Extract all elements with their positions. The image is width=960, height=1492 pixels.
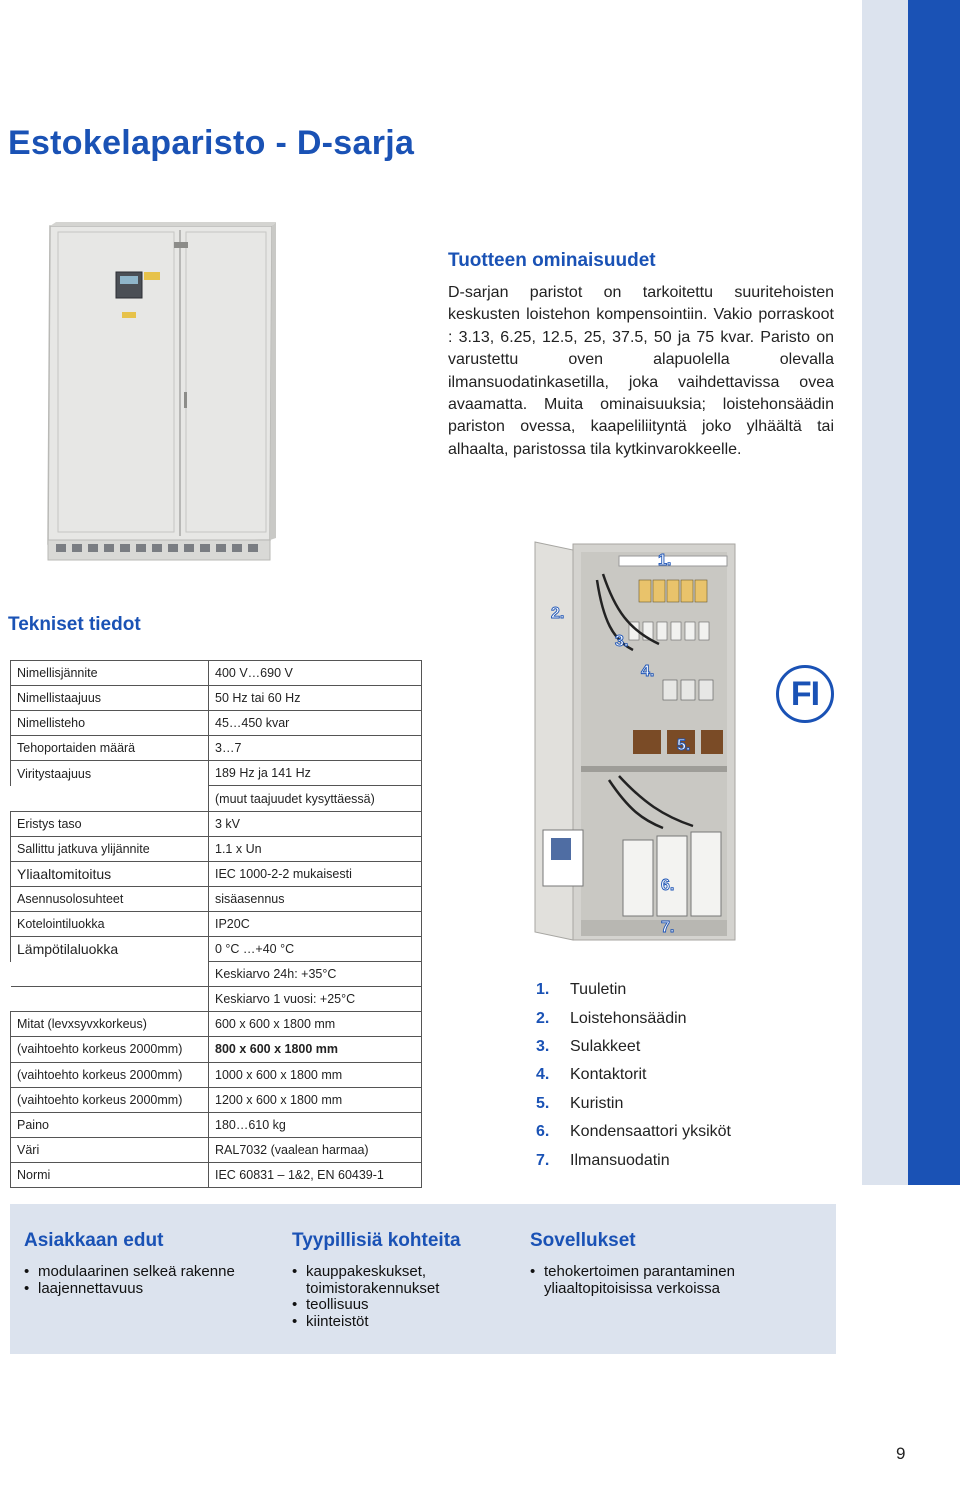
spec-row xyxy=(11,1087,422,1112)
spec-value: IEC 60831 – 1&2, EN 60439-1 xyxy=(209,1162,422,1187)
spec-label: Tehoportaiden määrä xyxy=(11,736,209,761)
features-text: D-sarjan paristot on tarkoitettu suuritehoisten keskusten loistehon kompensointiin. Vakio porraskoot : 3.13, 6.25, 12.5, 25, 37.5, 50 ja 75 kvar. Paristo on varustettu oven alapuolella olevalla ilmansuodatinkasetilla, joka vaihdettavissa ovea avaamatta. Muita ominaisuuksia; loistehonsäädin pariston ovessa, kaapeliliityntä joko ylhäältä tai alhaalta, paristossa tila kytkinvarokkeelle. xyxy=(448,284,834,458)
spec-label: Nimellisjännite xyxy=(11,661,209,686)
legend-number: 5. xyxy=(536,1094,550,1112)
spec-label: Nimellistaajuus xyxy=(11,686,209,711)
spec-row xyxy=(11,886,422,911)
spec-label: Lämpötilaluokka xyxy=(11,937,209,962)
spec-value: 800 x 600 x 1800 mm xyxy=(209,1037,422,1062)
list-item: • modulaarinen selkeä rakenne xyxy=(24,1264,235,1281)
spec-row xyxy=(11,1037,422,1062)
list-item: • tehokertoimen parantaminen xyxy=(530,1264,735,1281)
spec-value: 1200 x 600 x 1800 mm xyxy=(209,1087,422,1112)
component-legend xyxy=(536,976,731,1175)
spec-row xyxy=(11,711,422,736)
spec-row xyxy=(11,736,422,761)
list-item: • laajennettavuus xyxy=(24,1281,235,1298)
spec-label xyxy=(11,786,209,811)
customer-benefits-column xyxy=(24,1230,235,1297)
callout-6: 6. xyxy=(661,877,675,894)
spec-value: 189 Hz ja 141 Hz xyxy=(209,761,422,786)
spec-label: Yliaaltomitoitus xyxy=(11,861,209,886)
legend-item xyxy=(536,1033,731,1061)
cabinet-interior-image xyxy=(533,540,738,945)
spec-value: 180…610 kg xyxy=(209,1112,422,1137)
page-title: Estokelaparisto - D-sarja xyxy=(8,124,415,162)
spec-label: Normi xyxy=(11,1162,209,1187)
list-item: • teollisuus xyxy=(292,1297,461,1314)
spec-value: (muut taajuudet kysyttäessä) xyxy=(209,786,422,811)
spec-value: 400 V…690 V xyxy=(209,661,422,686)
side-strip-dark xyxy=(908,0,960,1185)
spec-label: Paino xyxy=(11,1112,209,1137)
spec-label: Eristys taso xyxy=(11,811,209,836)
spec-label: (vaihtoehto korkeus 2000mm) xyxy=(11,1037,209,1062)
legend-number: 6. xyxy=(536,1123,550,1141)
callout-2: 2. xyxy=(551,605,565,622)
side-color-strip xyxy=(862,0,960,1185)
benefits-panel-content xyxy=(10,1204,836,1354)
spec-value: IP20C xyxy=(209,911,422,936)
spec-value: Keskiarvo 1 vuosi: +25°C xyxy=(209,987,422,1012)
spec-label: Väri xyxy=(11,1137,209,1162)
legend-number: 7. xyxy=(536,1151,550,1169)
spec-value: 1.1 x Un xyxy=(209,836,422,861)
spec-row xyxy=(11,1062,422,1087)
callout-5: 5. xyxy=(677,737,691,754)
legend-number: 3. xyxy=(536,1037,550,1055)
legend-item xyxy=(536,1090,731,1118)
typical-sites-heading: Tyypillisiä kohteita xyxy=(292,1230,461,1251)
list-item: • kauppakeskukset, xyxy=(292,1264,461,1281)
spec-row xyxy=(11,911,422,936)
legend-item xyxy=(536,1061,731,1089)
spec-value: 600 x 600 x 1800 mm xyxy=(209,1012,422,1037)
spec-value: 45…450 kvar xyxy=(209,711,422,736)
spec-label: Viritystaajuus xyxy=(11,761,209,786)
legend-item xyxy=(536,976,731,1004)
legend-text: Kondensaattori yksiköt xyxy=(570,1123,731,1141)
side-strip-light xyxy=(862,0,908,1185)
callout-4: 4. xyxy=(641,663,655,680)
spec-value: sisäasennus xyxy=(209,886,422,911)
spec-value: 3 kV xyxy=(209,811,422,836)
spec-value: IEC 1000-2-2 mukaisesti xyxy=(209,861,422,886)
legend-item xyxy=(536,1146,731,1174)
applications-column xyxy=(530,1230,735,1297)
features-heading: Tuotteen ominaisuudet xyxy=(448,250,656,271)
spec-label xyxy=(11,962,209,987)
legend-number: 4. xyxy=(536,1066,550,1084)
callout-7: 7. xyxy=(661,919,675,936)
legend-item xyxy=(536,1004,731,1032)
spec-row xyxy=(11,761,422,786)
spec-label: Mitat (levxsyvxkorkeus) xyxy=(11,1012,209,1037)
spec-label: Nimellisteho xyxy=(11,711,209,736)
spec-row xyxy=(11,1112,422,1137)
legend-number: 2. xyxy=(536,1009,550,1027)
specs-heading: Tekniset tiedot xyxy=(8,614,141,635)
legend-text: Kuristin xyxy=(570,1094,624,1112)
spec-label: Asennusolosuhteet xyxy=(11,886,209,911)
spec-row xyxy=(11,861,422,886)
spec-row xyxy=(11,661,422,686)
legend-text: Kontaktorit xyxy=(570,1066,647,1084)
spec-row xyxy=(11,1012,422,1037)
spec-row xyxy=(11,1137,422,1162)
spec-value: 0 °C …+40 °C xyxy=(209,937,422,962)
spec-row xyxy=(11,811,422,836)
applications-heading: Sovellukset xyxy=(530,1230,636,1251)
spec-value: Keskiarvo 24h: +35°C xyxy=(209,962,422,987)
technical-specs-table xyxy=(10,660,422,1188)
language-badge-fi: FI xyxy=(776,665,834,723)
list-item: toimistorakennukset xyxy=(306,1279,440,1297)
legend-text: Tuuletin xyxy=(570,981,627,999)
customer-benefits-heading: Asiakkaan edut xyxy=(24,1230,164,1251)
spec-value: RAL7032 (vaalean harmaa) xyxy=(209,1137,422,1162)
spec-label xyxy=(11,987,209,1012)
spec-value: 1000 x 600 x 1800 mm xyxy=(209,1062,422,1087)
legend-item xyxy=(536,1118,731,1146)
spec-row xyxy=(11,686,422,711)
spec-label: (vaihtoehto korkeus 2000mm) xyxy=(11,1087,209,1112)
legend-text: Sulakkeet xyxy=(570,1037,641,1055)
spec-row xyxy=(11,786,422,811)
spec-value: 3…7 xyxy=(209,736,422,761)
spec-row xyxy=(11,962,422,987)
spec-label: Sallittu jatkuva ylijännite xyxy=(11,836,209,861)
spec-row xyxy=(11,937,422,962)
spec-label: (vaihtoehto korkeus 2000mm) xyxy=(11,1062,209,1087)
typical-sites-column xyxy=(292,1230,461,1330)
legend-number: 1. xyxy=(536,981,550,999)
spec-label: Kotelointiluokka xyxy=(11,911,209,936)
legend-text: Ilmansuodatin xyxy=(570,1151,670,1169)
spec-row xyxy=(11,987,422,1012)
cabinet-product-image xyxy=(44,222,280,562)
list-item: yliaaltopitoisissa verkoissa xyxy=(544,1279,720,1297)
list-item: • kiinteistöt xyxy=(292,1314,461,1331)
page-number: 9 xyxy=(896,1444,906,1463)
spec-row xyxy=(11,1162,422,1187)
spec-value: 50 Hz tai 60 Hz xyxy=(209,686,422,711)
callout-3: 3. xyxy=(615,633,629,650)
legend-text: Loistehonsäädin xyxy=(570,1009,687,1027)
callout-1: 1. xyxy=(658,552,672,569)
spec-row xyxy=(11,836,422,861)
